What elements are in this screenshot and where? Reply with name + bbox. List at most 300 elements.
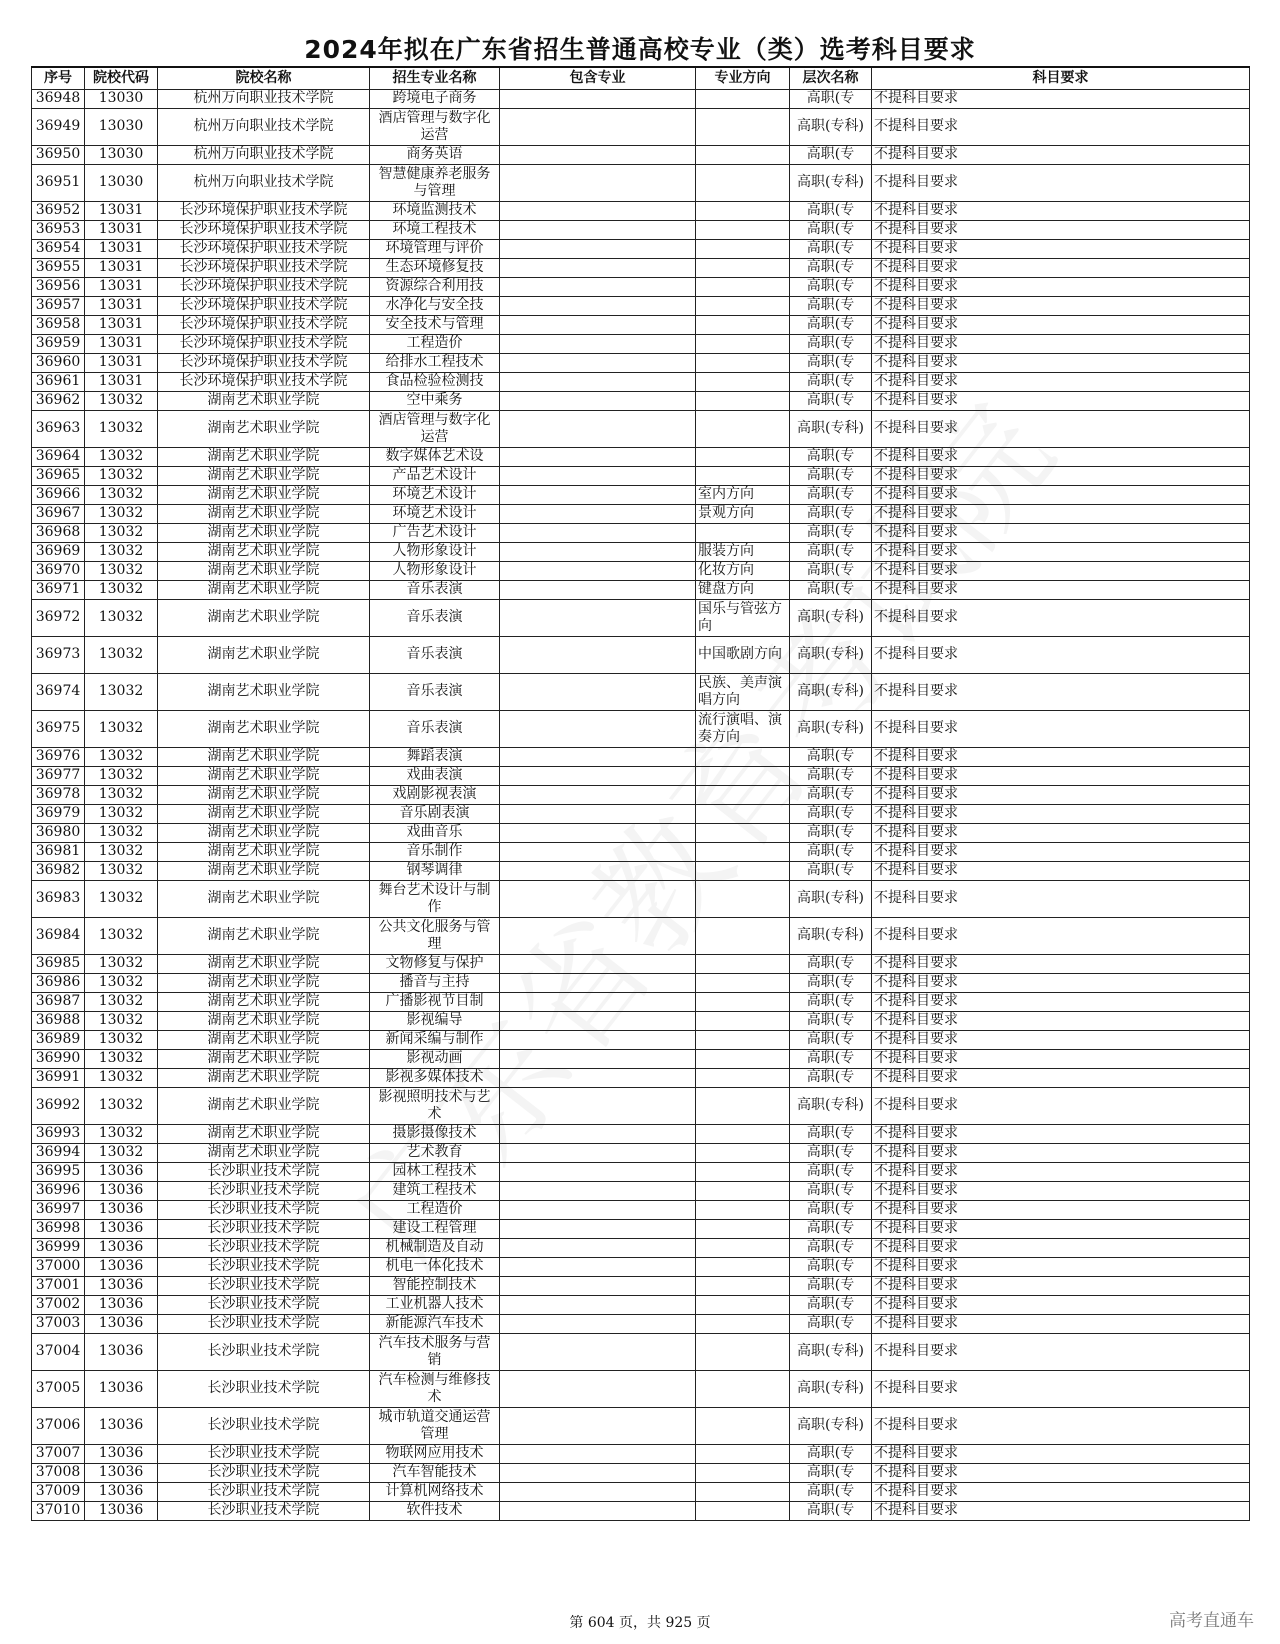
row-school-name: 长沙环境保护职业技术学院 [158,278,370,297]
row-major: 舞蹈表演 [370,748,500,767]
row-included-majors [500,637,696,674]
row-included-majors [500,297,696,316]
row-school-code: 13036 [85,1445,158,1464]
row-direction [696,259,790,278]
row-direction [696,90,790,109]
row-school-code: 13032 [85,955,158,974]
row-school-name: 长沙职业技术学院 [158,1182,370,1201]
row-direction [696,974,790,993]
row-school-code: 13032 [85,974,158,993]
row-school-code: 13032 [85,1088,158,1125]
row-requirement: 不提科目要求 [872,824,1250,843]
table-row [32,1012,1250,1031]
row-school-name: 湖南艺术职业学院 [158,1012,370,1031]
row-seq: 36959 [32,335,85,354]
row-level: 高职(专 [790,993,872,1012]
row-school-code: 13036 [85,1239,158,1258]
row-major: 新闻采编与制作 [370,1031,500,1050]
row-included-majors [500,202,696,221]
row-level: 高职(专科) [790,1088,872,1125]
row-major: 戏曲表演 [370,767,500,786]
row-direction [696,373,790,392]
row-school-code: 13036 [85,1163,158,1182]
table-row [32,240,1250,259]
row-major: 新能源汽车技术 [370,1315,500,1334]
table-row [32,1163,1250,1182]
row-included-majors [500,1315,696,1334]
row-direction [696,1334,790,1371]
table-row [32,637,1250,674]
row-school-code: 13032 [85,637,158,674]
row-major: 跨境电子商务 [370,90,500,109]
row-seq: 36981 [32,843,85,862]
row-level: 高职(专 [790,1315,872,1334]
row-school-name: 湖南艺术职业学院 [158,767,370,786]
row-major: 播音与主持 [370,974,500,993]
row-requirement: 不提科目要求 [872,562,1250,581]
row-major: 人物形象设计 [370,543,500,562]
table-row [32,411,1250,448]
row-included-majors [500,278,696,297]
row-school-name: 长沙职业技术学院 [158,1239,370,1258]
row-requirement: 不提科目要求 [872,354,1250,373]
row-school-code: 13036 [85,1502,158,1521]
table-row [32,146,1250,165]
row-school-code: 13032 [85,392,158,411]
row-seq: 36969 [32,543,85,562]
row-direction [696,1502,790,1521]
row-major: 音乐表演 [370,600,500,637]
table-row [32,1371,1250,1408]
row-seq: 36989 [32,1031,85,1050]
row-level: 高职(专科) [790,165,872,202]
row-included-majors [500,1125,696,1144]
row-school-code: 13032 [85,881,158,918]
row-major: 空中乘务 [370,392,500,411]
row-included-majors [500,1239,696,1258]
row-level: 高职(专 [790,90,872,109]
row-level: 高职(专科) [790,600,872,637]
table-row [32,297,1250,316]
header-school: 院校名称 [158,67,370,90]
page-footer: 第 604 页，共 925 页 [569,1615,711,1631]
row-requirement: 不提科目要求 [872,1408,1250,1445]
row-school-name: 湖南艺术职业学院 [158,974,370,993]
row-included-majors [500,1201,696,1220]
table-row [32,562,1250,581]
row-school-code: 13036 [85,1371,158,1408]
row-school-code: 13032 [85,824,158,843]
row-major: 建筑工程技术 [370,1182,500,1201]
row-level: 高职(专 [790,448,872,467]
row-school-name: 湖南艺术职业学院 [158,805,370,824]
row-requirement: 不提科目要求 [872,373,1250,392]
row-school-code: 13032 [85,993,158,1012]
row-included-majors [500,1031,696,1050]
row-major: 数字媒体艺术设 [370,448,500,467]
row-requirement: 不提科目要求 [872,505,1250,524]
row-included-majors [500,221,696,240]
row-seq: 36953 [32,221,85,240]
row-school-name: 湖南艺术职业学院 [158,674,370,711]
row-major: 汽车智能技术 [370,1464,500,1483]
row-major: 生态环境修复技 [370,259,500,278]
row-requirement: 不提科目要求 [872,955,1250,974]
row-included-majors [500,486,696,505]
row-requirement: 不提科目要求 [872,918,1250,955]
row-major: 戏曲音乐 [370,824,500,843]
row-school-code: 13030 [85,146,158,165]
row-requirement: 不提科目要求 [872,1371,1250,1408]
row-direction [696,202,790,221]
row-seq: 36948 [32,90,85,109]
row-school-code: 13031 [85,221,158,240]
header-major: 招生专业名称 [370,67,500,90]
table-row [32,767,1250,786]
row-seq: 37008 [32,1464,85,1483]
row-level: 高职(专 [790,1445,872,1464]
row-school-code: 13032 [85,486,158,505]
row-direction: 键盘方向 [696,581,790,600]
table-row [32,505,1250,524]
row-level: 高职(专 [790,1258,872,1277]
row-included-majors [500,259,696,278]
row-requirement: 不提科目要求 [872,1163,1250,1182]
row-direction [696,1088,790,1125]
row-seq: 36993 [32,1125,85,1144]
row-included-majors [500,1220,696,1239]
row-school-code: 13036 [85,1277,158,1296]
row-requirement: 不提科目要求 [872,862,1250,881]
row-school-code: 13032 [85,767,158,786]
row-included-majors [500,1464,696,1483]
table-row [32,90,1250,109]
row-level: 高职(专 [790,1163,872,1182]
row-school-name: 杭州万向职业技术学院 [158,146,370,165]
row-school-code: 13036 [85,1182,158,1201]
row-direction [696,1182,790,1201]
row-direction [696,448,790,467]
row-seq: 36995 [32,1163,85,1182]
row-direction [696,165,790,202]
row-included-majors [500,748,696,767]
row-seq: 36950 [32,146,85,165]
row-level: 高职(专 [790,221,872,240]
row-major: 音乐表演 [370,674,500,711]
row-level: 高职(专 [790,373,872,392]
row-major: 汽车检测与维修技术 [370,1371,500,1408]
row-level: 高职(专 [790,805,872,824]
row-included-majors [500,467,696,486]
row-direction [696,1371,790,1408]
row-seq: 36971 [32,581,85,600]
row-direction [696,805,790,824]
row-school-name: 长沙职业技术学院 [158,1445,370,1464]
row-included-majors [500,674,696,711]
row-requirement: 不提科目要求 [872,1464,1250,1483]
row-level: 高职(专科) [790,711,872,748]
row-school-name: 湖南艺术职业学院 [158,448,370,467]
row-requirement: 不提科目要求 [872,805,1250,824]
row-direction [696,993,790,1012]
row-seq: 36974 [32,674,85,711]
table-row [32,786,1250,805]
row-seq: 37001 [32,1277,85,1296]
row-major: 酒店管理与数字化运营 [370,411,500,448]
table-row [32,1201,1250,1220]
requirements-table [31,66,1250,1521]
page-title: 2024年拟在广东省招生普通高校专业（类）选考科目要求 [304,35,976,64]
row-requirement: 不提科目要求 [872,467,1250,486]
row-level: 高职(专 [790,486,872,505]
row-requirement: 不提科目要求 [872,1258,1250,1277]
table-row [32,392,1250,411]
row-seq: 36964 [32,448,85,467]
row-level: 高职(专 [790,843,872,862]
row-seq: 37007 [32,1445,85,1464]
row-major: 工程造价 [370,1201,500,1220]
row-major: 资源综合利用技 [370,278,500,297]
table-row [32,581,1250,600]
header-seq: 序号 [32,67,85,90]
row-level: 高职(专科) [790,109,872,146]
row-direction: 中国歌剧方向 [696,637,790,674]
table-row [32,843,1250,862]
row-included-majors [500,1483,696,1502]
row-school-code: 13036 [85,1464,158,1483]
row-requirement: 不提科目要求 [872,1201,1250,1220]
row-seq: 37009 [32,1483,85,1502]
row-school-code: 13031 [85,240,158,259]
row-major: 给排水工程技术 [370,354,500,373]
row-level: 高职(专 [790,1012,872,1031]
row-direction [696,1258,790,1277]
table-row [32,278,1250,297]
row-major: 舞台艺术设计与制作 [370,881,500,918]
table-row [32,918,1250,955]
row-requirement: 不提科目要求 [872,993,1250,1012]
row-included-majors [500,974,696,993]
row-level: 高职(专 [790,524,872,543]
row-major: 食品检验检测技 [370,373,500,392]
row-major: 机械制造及自动 [370,1239,500,1258]
table-header [32,67,1250,90]
row-seq: 36994 [32,1144,85,1163]
row-school-code: 13031 [85,354,158,373]
row-level: 高职(专 [790,767,872,786]
row-direction [696,109,790,146]
row-school-code: 13036 [85,1258,158,1277]
row-school-name: 长沙职业技术学院 [158,1502,370,1521]
row-school-name: 湖南艺术职业学院 [158,505,370,524]
row-requirement: 不提科目要求 [872,1334,1250,1371]
row-major: 音乐表演 [370,711,500,748]
row-level: 高职(专科) [790,1408,872,1445]
table-row [32,862,1250,881]
row-direction [696,335,790,354]
row-seq: 36956 [32,278,85,297]
row-level: 高职(专 [790,146,872,165]
row-included-majors [500,918,696,955]
row-school-code: 13036 [85,1408,158,1445]
row-major: 音乐制作 [370,843,500,862]
row-school-name: 长沙环境保护职业技术学院 [158,221,370,240]
row-direction [696,1125,790,1144]
row-included-majors [500,505,696,524]
table-row [32,1483,1250,1502]
row-requirement: 不提科目要求 [872,1031,1250,1050]
row-requirement: 不提科目要求 [872,881,1250,918]
row-school-name: 长沙环境保护职业技术学院 [158,259,370,278]
row-requirement: 不提科目要求 [872,1277,1250,1296]
row-direction: 化妆方向 [696,562,790,581]
row-requirement: 不提科目要求 [872,297,1250,316]
row-seq: 36952 [32,202,85,221]
table-row [32,165,1250,202]
table-row [32,448,1250,467]
row-school-code: 13032 [85,843,158,862]
row-direction [696,1144,790,1163]
row-direction [696,392,790,411]
row-requirement: 不提科目要求 [872,786,1250,805]
row-school-code: 13031 [85,373,158,392]
row-level: 高职(专 [790,1483,872,1502]
row-included-majors [500,1069,696,1088]
row-school-name: 湖南艺术职业学院 [158,1088,370,1125]
row-direction [696,955,790,974]
row-requirement: 不提科目要求 [872,1050,1250,1069]
row-seq: 37002 [32,1296,85,1315]
row-requirement: 不提科目要求 [872,448,1250,467]
row-school-name: 湖南艺术职业学院 [158,918,370,955]
table-row [32,1125,1250,1144]
row-requirement: 不提科目要求 [872,165,1250,202]
table-row [32,524,1250,543]
row-level: 高职(专 [790,581,872,600]
row-direction [696,1031,790,1050]
row-school-code: 13032 [85,918,158,955]
row-direction [696,1220,790,1239]
row-seq: 36990 [32,1050,85,1069]
table-row [32,881,1250,918]
row-included-majors [500,786,696,805]
table-row [32,373,1250,392]
row-school-code: 13032 [85,581,158,600]
table-row [32,1144,1250,1163]
row-school-name: 长沙环境保护职业技术学院 [158,297,370,316]
row-school-code: 13032 [85,862,158,881]
row-major: 文物修复与保护 [370,955,500,974]
row-included-majors [500,824,696,843]
row-level: 高职(专 [790,1502,872,1521]
row-level: 高职(专 [790,354,872,373]
row-level: 高职(专 [790,1239,872,1258]
row-major: 影视照明技术与艺术 [370,1088,500,1125]
row-major: 音乐表演 [370,637,500,674]
row-requirement: 不提科目要求 [872,411,1250,448]
row-requirement: 不提科目要求 [872,637,1250,674]
row-requirement: 不提科目要求 [872,1502,1250,1521]
row-included-majors [500,1258,696,1277]
table-row [32,1258,1250,1277]
row-seq: 36987 [32,993,85,1012]
row-school-code: 13032 [85,543,158,562]
row-requirement: 不提科目要求 [872,1125,1250,1144]
row-requirement: 不提科目要求 [872,767,1250,786]
row-requirement: 不提科目要求 [872,748,1250,767]
row-school-name: 杭州万向职业技术学院 [158,109,370,146]
row-requirement: 不提科目要求 [872,1483,1250,1502]
row-direction [696,411,790,448]
row-seq: 36978 [32,786,85,805]
table-row [32,993,1250,1012]
table-row [32,259,1250,278]
row-direction: 景观方向 [696,505,790,524]
row-level: 高职(专 [790,202,872,221]
row-school-code: 13032 [85,524,158,543]
table-row [32,1277,1250,1296]
row-seq: 36954 [32,240,85,259]
row-school-name: 长沙环境保护职业技术学院 [158,240,370,259]
row-included-majors [500,448,696,467]
row-major: 园林工程技术 [370,1163,500,1182]
row-major: 环境管理与评价 [370,240,500,259]
row-level: 高职(专 [790,824,872,843]
row-direction [696,1201,790,1220]
row-school-name: 长沙职业技术学院 [158,1334,370,1371]
table-row [32,1334,1250,1371]
row-school-name: 湖南艺术职业学院 [158,600,370,637]
row-school-code: 13036 [85,1334,158,1371]
row-direction [696,862,790,881]
table-row [32,1031,1250,1050]
row-major: 城市轨道交通运营管理 [370,1408,500,1445]
row-seq: 36985 [32,955,85,974]
row-direction [696,297,790,316]
row-seq: 36957 [32,297,85,316]
row-seq: 37006 [32,1408,85,1445]
row-seq: 36991 [32,1069,85,1088]
row-included-majors [500,1277,696,1296]
row-included-majors [500,1012,696,1031]
row-school-code: 13036 [85,1315,158,1334]
row-school-code: 13032 [85,1144,158,1163]
row-level: 高职(专科) [790,881,872,918]
row-included-majors [500,1296,696,1315]
row-direction [696,240,790,259]
row-requirement: 不提科目要求 [872,1315,1250,1334]
row-included-majors [500,411,696,448]
row-level: 高职(专 [790,278,872,297]
row-major: 摄影摄像技术 [370,1125,500,1144]
row-school-name: 杭州万向职业技术学院 [158,165,370,202]
row-seq: 36997 [32,1201,85,1220]
row-direction [696,1239,790,1258]
row-school-code: 13032 [85,748,158,767]
row-school-code: 13030 [85,90,158,109]
row-school-name: 湖南艺术职业学院 [158,1125,370,1144]
row-level: 高职(专 [790,748,872,767]
row-school-code: 13031 [85,259,158,278]
row-school-code: 13032 [85,1050,158,1069]
row-major: 酒店管理与数字化运营 [370,109,500,146]
row-requirement: 不提科目要求 [872,524,1250,543]
row-major: 影视动画 [370,1050,500,1069]
row-school-name: 长沙职业技术学院 [158,1277,370,1296]
row-included-majors [500,543,696,562]
row-school-name: 湖南艺术职业学院 [158,581,370,600]
row-school-name: 湖南艺术职业学院 [158,786,370,805]
